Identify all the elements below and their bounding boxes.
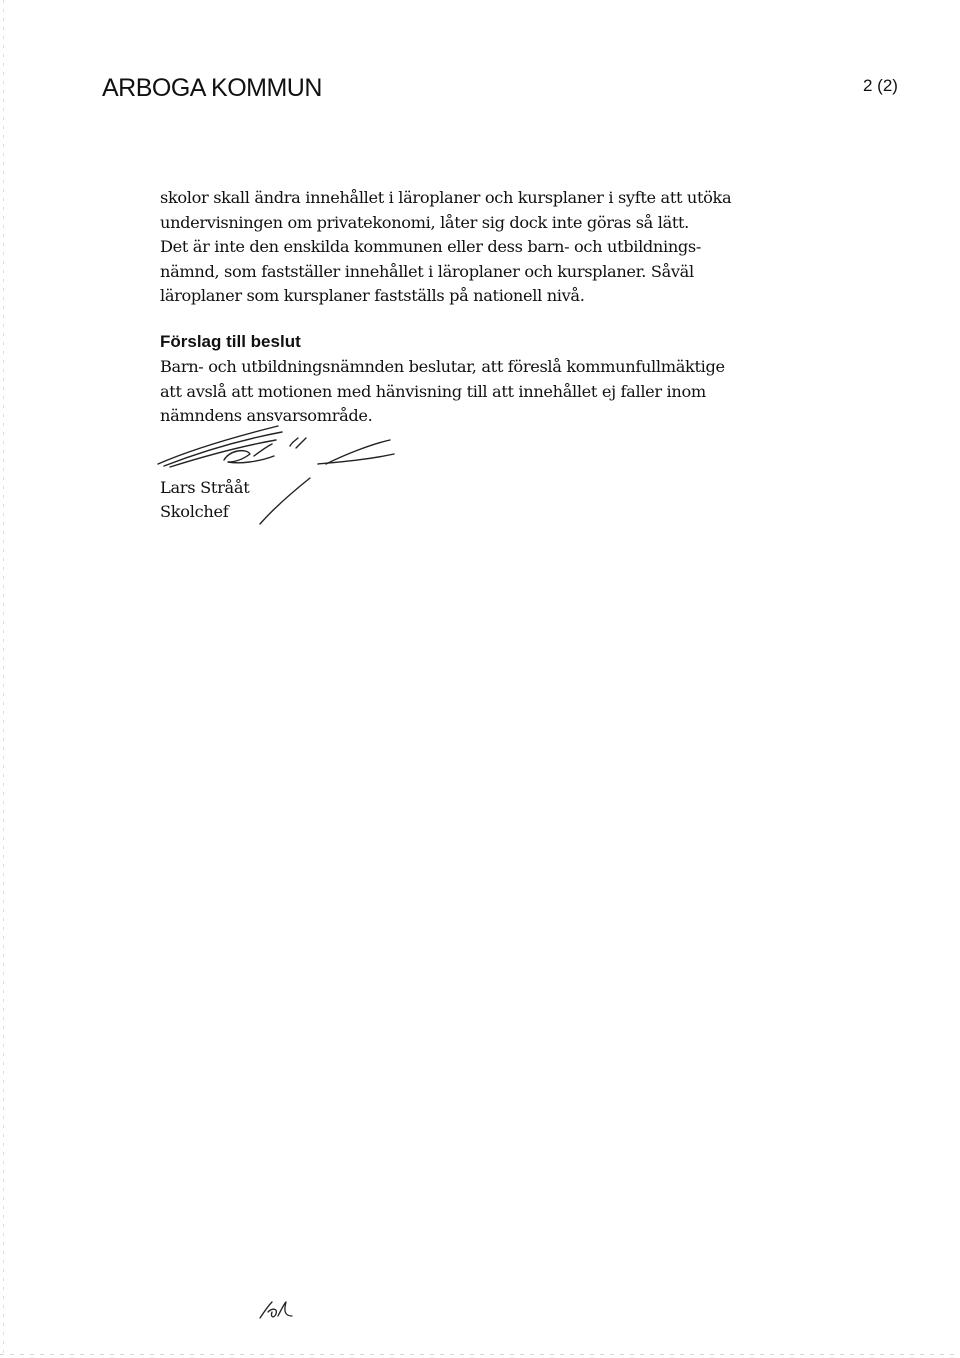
paragraph-line: läroplaner som kursplaner fastställs på nationell nivå. <box>160 286 585 305</box>
page-number: 2 (2) <box>863 76 898 95</box>
paragraph-2 <box>160 355 800 429</box>
paragraph-line: att avslå att motionen med hänvisning till att innehållet ej faller inom <box>160 381 706 401</box>
scan-edge-left <box>3 0 4 1358</box>
paragraph-line: nämnd, som fastställer innehållet i läroplaner och kursplaner. Såväl <box>160 261 694 281</box>
paragraph-1 <box>160 186 800 309</box>
organization-name: ARBOGA KOMMUN <box>102 74 322 102</box>
scan-edge-bottom <box>0 1354 960 1355</box>
signer-name: Lars Strååt <box>160 478 250 497</box>
paragraph-line: skolor skall ändra innehållet i läroplaner och kursplaner i syfte att utöka <box>160 188 732 207</box>
handwritten-initials <box>258 1298 294 1322</box>
paragraph-line: Det är inte den enskilda kommunen eller dess barn- och utbildnings- <box>160 237 701 256</box>
paragraph-line: Barn- och utbildningsnämnden beslutar, att föreslå kommunfullmäktige <box>160 357 725 376</box>
signer-title: Skolchef <box>160 502 229 521</box>
paragraph-line: nämndens ansvarsområde. <box>160 406 373 425</box>
signature-block <box>160 476 249 524</box>
paragraph-line: undervisningen om privatekonomi, låter sig dock inte göras så lätt. <box>160 212 689 232</box>
section-heading: Förslag till beslut <box>160 332 301 351</box>
